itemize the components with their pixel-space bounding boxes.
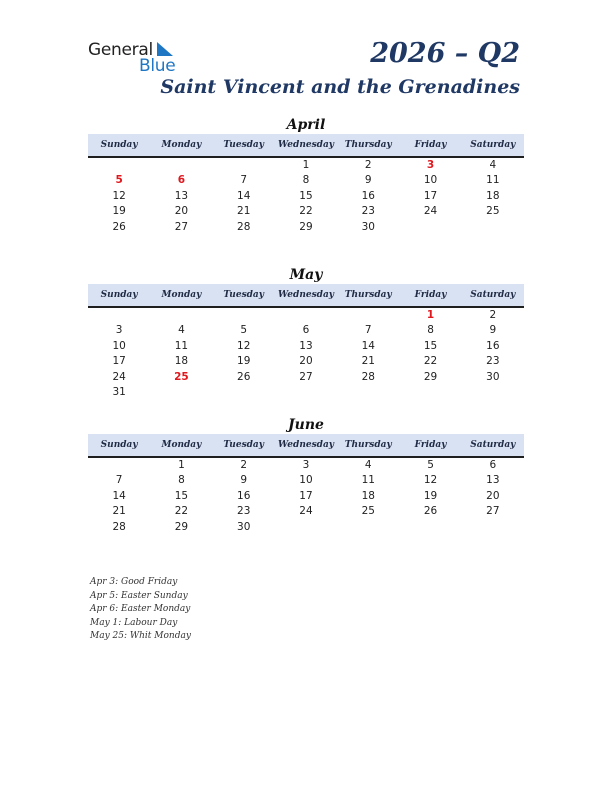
weekday-label: Wednesday xyxy=(277,290,335,300)
week-row xyxy=(88,473,524,488)
day-cell: 19 xyxy=(112,205,126,218)
day-cell: 16 xyxy=(486,339,500,352)
general-blue-logo xyxy=(88,40,188,76)
logo-general-text: General xyxy=(88,40,153,60)
empty-day-cell xyxy=(337,385,399,400)
day-cell: 26 xyxy=(112,220,126,233)
day-cell: 8 xyxy=(427,324,434,337)
empty-day-cell xyxy=(275,308,337,323)
empty-day-cell xyxy=(150,308,212,323)
weekday-label: Tuesday xyxy=(223,140,264,150)
day-cell: 1 xyxy=(426,309,435,321)
day-cell: 29 xyxy=(174,520,189,533)
week-row xyxy=(88,220,524,235)
day-cell: 15 xyxy=(423,339,438,352)
weekday-label: Sunday xyxy=(100,290,138,300)
day-cell: 5 xyxy=(427,459,434,471)
day-cell: 20 xyxy=(486,489,500,502)
day-cell: 24 xyxy=(423,205,438,218)
day-cell: 27 xyxy=(299,370,313,383)
holiday-entry: May 25: Whit Monday xyxy=(90,631,191,642)
empty-day-cell xyxy=(462,520,524,535)
day-cell: 20 xyxy=(174,205,189,218)
day-cell: 22 xyxy=(423,355,438,368)
week-row xyxy=(88,354,524,369)
day-cell: 3 xyxy=(426,159,435,171)
weekday-label: Monday xyxy=(161,290,202,300)
day-cell: 22 xyxy=(174,505,189,518)
weekday-label: Saturday xyxy=(470,440,516,450)
day-cell: 6 xyxy=(302,324,310,337)
day-cell: 28 xyxy=(112,520,126,533)
day-cell: 11 xyxy=(361,474,375,487)
day-cell: 10 xyxy=(299,474,313,487)
holiday-list xyxy=(90,576,191,644)
month-april xyxy=(88,116,524,235)
day-cell: 23 xyxy=(237,505,251,518)
day-cell: 2 xyxy=(364,159,372,171)
empty-day-cell xyxy=(462,385,524,400)
day-cell: 3 xyxy=(115,324,123,337)
weekday-label: Tuesday xyxy=(223,440,264,450)
logo-blue-text: Blue xyxy=(139,56,176,76)
day-cell: 25 xyxy=(361,505,375,518)
day-cell: 17 xyxy=(112,355,126,368)
week-row xyxy=(88,370,524,385)
day-cell: 22 xyxy=(299,205,313,218)
day-cell: 29 xyxy=(423,370,438,383)
day-cell: 1 xyxy=(302,159,310,171)
empty-day-cell xyxy=(88,458,150,473)
day-cell: 17 xyxy=(299,489,313,502)
week-row xyxy=(88,458,524,473)
week-row xyxy=(88,385,524,400)
week-row xyxy=(88,189,524,204)
day-cell: 8 xyxy=(178,474,185,487)
weekday-label: Thursday xyxy=(344,140,392,150)
weekday-label: Friday xyxy=(414,140,447,150)
day-cell: 30 xyxy=(237,520,251,533)
weekday-label: Thursday xyxy=(344,290,392,300)
day-cell: 13 xyxy=(299,339,313,352)
day-cell: 18 xyxy=(361,489,375,502)
day-cell: 14 xyxy=(112,489,126,502)
day-cell: 3 xyxy=(302,459,310,471)
day-cell: 9 xyxy=(240,474,248,487)
empty-day-cell xyxy=(337,308,399,323)
weekday-label: Friday xyxy=(414,440,447,450)
day-cell: 21 xyxy=(112,505,126,518)
empty-day-cell xyxy=(399,385,461,400)
empty-day-cell xyxy=(399,520,461,535)
empty-day-cell xyxy=(88,308,150,323)
day-cell: 25 xyxy=(174,370,189,383)
weekday-label: Monday xyxy=(161,140,202,150)
day-cell: 7 xyxy=(240,174,248,187)
day-cell: 6 xyxy=(177,174,186,187)
weekday-label: Tuesday xyxy=(223,290,264,300)
day-cell: 26 xyxy=(237,370,251,383)
day-cell: 15 xyxy=(174,489,189,502)
week-row xyxy=(88,308,524,323)
holiday-entry: Apr 5: Easter Sunday xyxy=(90,590,188,601)
day-cell: 16 xyxy=(237,489,251,502)
week-row xyxy=(88,489,524,504)
empty-day-cell xyxy=(150,385,212,400)
day-cell: 12 xyxy=(237,339,251,352)
week-row xyxy=(88,339,524,354)
day-cell: 1 xyxy=(178,459,185,471)
day-cell: 4 xyxy=(489,159,497,171)
week-row xyxy=(88,173,524,188)
day-cell: 12 xyxy=(112,189,126,202)
day-cell: 17 xyxy=(423,189,438,202)
holiday-entry: Apr 3: Good Friday xyxy=(90,577,178,587)
weekday-label: Sunday xyxy=(100,440,138,450)
weekday-header-row xyxy=(88,134,524,158)
day-cell: 9 xyxy=(489,324,497,337)
day-cell: 23 xyxy=(486,355,500,368)
weekday-label: Wednesday xyxy=(277,440,335,450)
week-row xyxy=(88,520,524,535)
day-cell: 13 xyxy=(486,474,500,487)
day-cell: 5 xyxy=(240,324,248,337)
day-cell: 13 xyxy=(174,189,189,202)
day-cell: 21 xyxy=(361,355,375,368)
weekday-label: Monday xyxy=(161,440,202,450)
day-cell: 20 xyxy=(299,355,313,368)
empty-day-cell xyxy=(150,158,212,173)
week-row xyxy=(88,323,524,338)
day-cell: 12 xyxy=(423,474,438,487)
day-cell: 30 xyxy=(486,370,500,383)
day-cell: 10 xyxy=(423,174,438,187)
empty-day-cell xyxy=(275,385,337,400)
weekday-header-row xyxy=(88,284,524,308)
day-cell: 24 xyxy=(299,505,313,518)
day-cell: 19 xyxy=(423,489,438,502)
day-cell: 19 xyxy=(237,355,251,368)
day-cell: 27 xyxy=(174,220,189,233)
day-cell: 10 xyxy=(112,339,126,352)
day-cell: 8 xyxy=(302,174,310,187)
weekday-label: Saturday xyxy=(470,290,516,300)
month-may xyxy=(88,266,524,400)
holiday-entry: Apr 6: Easter Monday xyxy=(90,604,191,615)
day-cell: 11 xyxy=(486,174,500,187)
day-cell: 21 xyxy=(237,205,251,218)
empty-day-cell xyxy=(88,158,150,173)
day-cell: 6 xyxy=(489,459,497,471)
empty-day-cell xyxy=(213,158,275,173)
empty-day-cell xyxy=(399,220,461,235)
empty-day-cell xyxy=(462,220,524,235)
weekday-label: Sunday xyxy=(100,140,138,150)
month-title: May xyxy=(289,267,323,283)
weekday-label: Saturday xyxy=(470,140,516,150)
day-cell: 28 xyxy=(237,220,251,233)
day-cell: 14 xyxy=(237,189,251,202)
month-june xyxy=(88,416,524,535)
empty-day-cell xyxy=(213,385,275,400)
month-title: June xyxy=(288,417,324,433)
day-cell: 29 xyxy=(299,220,313,233)
day-cell: 28 xyxy=(361,370,375,383)
day-cell: 2 xyxy=(240,459,248,471)
day-cell: 27 xyxy=(486,505,500,518)
day-cell: 16 xyxy=(361,189,375,202)
day-cell: 26 xyxy=(423,505,438,518)
day-cell: 4 xyxy=(364,459,372,471)
weekday-label: Thursday xyxy=(344,440,392,450)
day-cell: 31 xyxy=(112,385,126,398)
day-cell: 18 xyxy=(486,189,500,202)
page-title: 2026 – Q2 xyxy=(370,38,520,69)
country-subtitle: Saint Vincent and the Grenadines xyxy=(160,76,520,98)
day-cell: 23 xyxy=(361,205,375,218)
day-cell: 7 xyxy=(364,324,372,337)
empty-day-cell xyxy=(337,520,399,535)
day-cell: 14 xyxy=(361,339,375,352)
week-row xyxy=(88,504,524,519)
week-row xyxy=(88,204,524,219)
day-cell: 18 xyxy=(174,355,189,368)
holiday-entry: May 1: Labour Day xyxy=(90,617,178,628)
day-cell: 30 xyxy=(361,220,375,233)
day-cell: 15 xyxy=(299,189,313,202)
day-cell: 25 xyxy=(486,205,500,218)
day-cell: 2 xyxy=(489,309,497,321)
weekday-header-row xyxy=(88,434,524,458)
empty-day-cell xyxy=(213,308,275,323)
month-title: April xyxy=(286,117,326,133)
day-cell: 4 xyxy=(178,324,185,337)
week-row xyxy=(88,158,524,173)
day-cell: 11 xyxy=(174,339,189,352)
weekday-label: Wednesday xyxy=(277,140,335,150)
day-cell: 24 xyxy=(112,370,126,383)
day-cell: 9 xyxy=(364,174,372,187)
empty-day-cell xyxy=(275,520,337,535)
day-cell: 5 xyxy=(115,174,123,187)
weekday-label: Friday xyxy=(414,290,447,300)
day-cell: 7 xyxy=(115,474,123,487)
